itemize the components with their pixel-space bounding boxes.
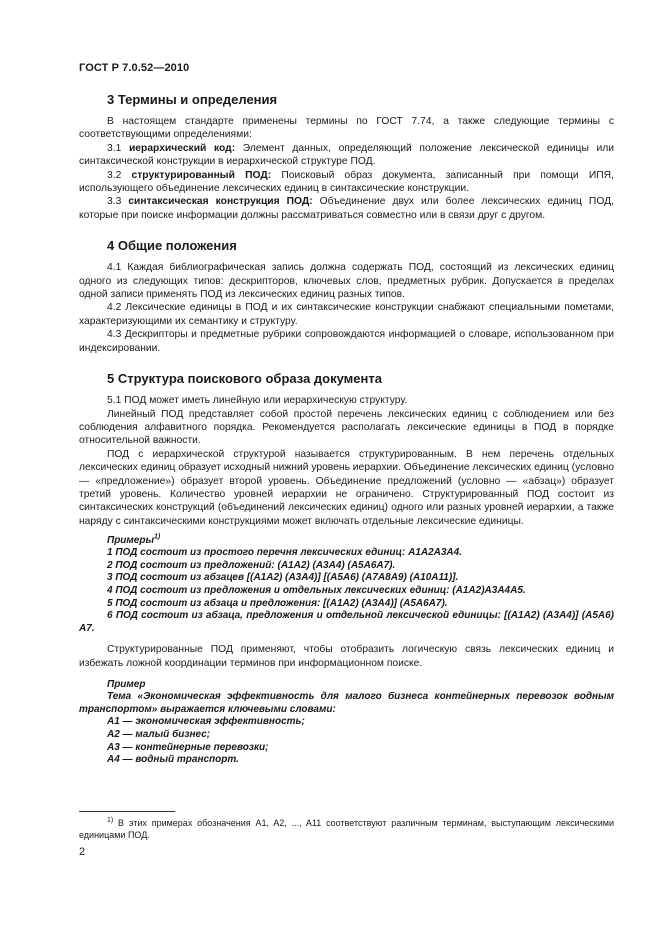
page-number: 2 [79,846,86,858]
section-3-title: 3 Термины и определения [107,92,278,107]
clause-4-3: 4.3 Дескрипторы и предметные рубрики сопровождаются информацией о словаре, использованном при индексировании. [79,329,614,354]
section-5-title: 5 Структура поискового образа документа [107,371,382,387]
term-3-3-number: 3.3 [107,196,122,208]
example-item: 2 ПОД состоит из предложений: (A1A2) (A3A4) (A5A6A7). [107,559,396,571]
footnote-divider [79,811,175,812]
examples-label: Примеры [107,535,155,547]
page-content [79,92,614,767]
example-item: 3 ПОД состоит из абзацев [(A1A2) (A3A4)] [(A5A6) (A7A8A9) (A10A11)]. [107,572,459,584]
keyword-item: A1 — экономическая эффективность; [107,716,305,728]
clause-4-2: 4.2 Лексические единицы в ПОД и их синтаксические конструкции снабжают специальными пометами, характеризующими их семантику и структуру. [79,302,614,327]
example-item: 4 ПОД состоит из предложения и отдельных лексических единиц: (A1A2)A3A4A5. [107,584,526,596]
term-3-1-number: 3.1 [107,142,122,154]
clause-4-1: 4.1 Каждая библиографическая запись должна содержать ПОД, состоящий из лексических единиц одного из следующих типов: дескрипторов, ключевых слов, предметных рубрик. Допускается в пределах одной записи применять ПОД из лексических единиц разных типов. [79,262,614,301]
paragraph-hierarchical-pod: ПОД с иерархической структурой называется структурированным. В нем перечень отдельных лексических единиц образует исходный нижний уровень иерархии. Объединение лексических единиц (условно — «предложение») образует второй уровень. Объединение предложений (условно — «абзац») образует третий уровень. Количество уровней иерархии не ограничено. Структурированный ПОД состоит из синтаксических конструкций (объединений лексических единиц) одного или разных уровней иерархии, а также наряду с синтаксическими конструкциями может включать отдельные лексические единицы. [79,448,614,527]
clause-5-1: 5.1 ПОД может иметь линейную или иерархическую структуру. [107,395,408,407]
paragraph-structured-pod-use: Структурированные ПОД применяют, чтобы отобразить логическую связь лексических единиц и избежать ложной координации терминов при информационном поиске. [79,644,614,669]
keyword-item: A2 — малый бизнес; [107,728,211,740]
examples-heading [79,534,614,547]
footnote-text: В этих примерах обозначения A1, A2, ..., A11 соответствуют различным терминам, выступающим лексическими единицами ПОД. [79,818,614,840]
example-item: 5 ПОД состоит из абзаца и предложения: [(A1A2) (A3A4)] (A5A6A7). [107,597,448,609]
footnote-reference: 1) [154,533,161,541]
term-3-1-name: иерархический код: [128,142,236,154]
term-3-2-number: 3.2 [107,169,122,181]
term-3-2-name: структурированный ПОД: [131,169,272,181]
footnote [79,817,614,841]
section-4-title: 4 Общие положения [107,238,237,254]
term-3-3 [79,195,614,222]
example-heading: Пример [107,679,146,691]
example-item: 6 ПОД состоит из абзаца, предложения и отдельной лексической единицы: [(A1A2) (A3A4)] (A5A6) A7. [79,610,614,634]
keyword-item: A3 — контейнерные перевозки; [107,741,269,753]
keyword-item: A4 — водный транспорт. [107,754,239,766]
term-3-1-definition: Элемент данных, определяющий положение лексической единицы или синтаксической конструкции в иерархической структуре ПОД. [79,142,614,168]
section-3-intro: В настоящем стандарте применены термины по ГОСТ 7.74, а также следующие термины с соответствующими определениями: [79,116,614,141]
term-3-1 [79,142,614,169]
example-item: 1 ПОД состоит из простого перечня лексических единиц: A1A2A3A4. [107,547,462,559]
example-topic: Тема «Экономическая эффективность для малого бизнеса контейнерных перевозок водным транспортом» выражается ключевыми словами: [79,691,614,715]
term-3-3-name: синтаксическая конструкция ПОД: [128,196,313,208]
paragraph-linear-pod: Линейный ПОД представляет собой простой перечень лексических единиц с соблюдением или без соблюдения алфавитного порядка. Рекомендуется располагать лексические единицы в ПОД в порядке относительной важности. [79,408,614,447]
term-3-3-definition: Объединение двух или более лексических единиц ПОД, которые при поиске информации должны рассматриваться совместно или в связи друг с другом. [79,196,614,221]
term-3-2 [79,169,614,196]
document-code: ГОСТ Р 7.0.52—2010 [79,62,190,74]
footnote-mark: 1) [107,817,114,824]
term-3-2-definition: Поисковый образ документа, записанный при помощи ИПЯ, использующего объединение лексических единиц в синтаксические конструкции. [79,169,614,195]
